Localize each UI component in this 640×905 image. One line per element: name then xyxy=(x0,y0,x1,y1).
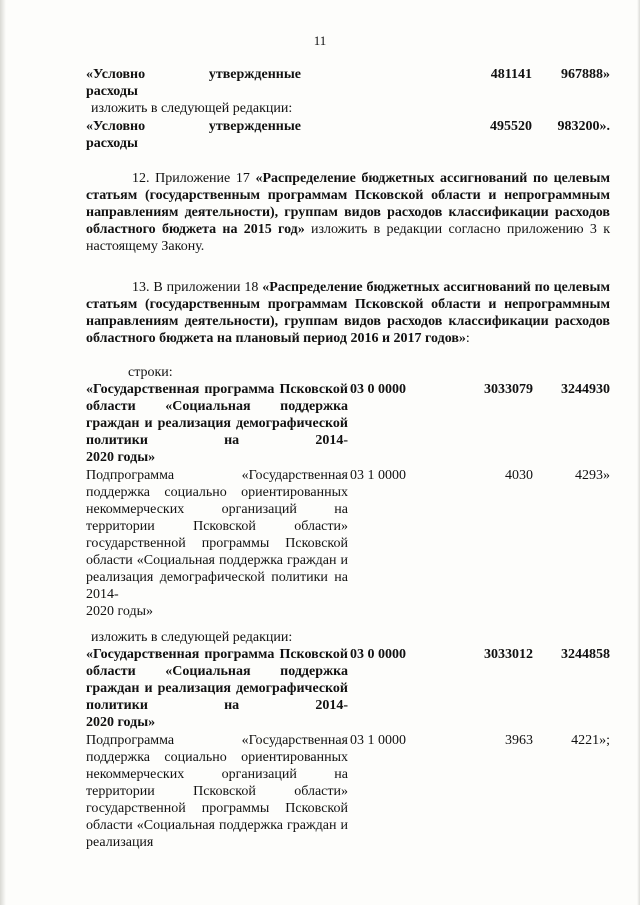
page-number: 11 xyxy=(313,33,327,48)
new-row-1-label-text: «Государственная программа Псковской области «Социальная поддержка граждан и реализация демографической политики на 2014- xyxy=(86,647,348,713)
old-row-1-label-text: «Государственная программа Псковской области «Социальная поддержка граждан и реализация демографической политики на 2014- xyxy=(86,382,348,448)
new-conditional-v2: 983200». xyxy=(557,119,610,134)
new-row-1-v1: 3033012 xyxy=(484,647,533,662)
instruction-1: изложить в следующей редакции: xyxy=(91,101,293,116)
new-row-1-label-last: 2020 годы» xyxy=(86,715,156,730)
new-row-2-label xyxy=(86,732,348,851)
paragraph-12 xyxy=(86,170,610,255)
old-row-2-v1: 4030 xyxy=(505,468,533,483)
old-conditional-label xyxy=(86,66,301,100)
new-row-2-v2: 4221»; xyxy=(571,733,610,748)
new-row-2-code: 03 1 0000 xyxy=(350,733,406,748)
old-conditional-label-line1: «Условно утвержденные xyxy=(86,67,301,82)
old-conditional-v2: 967888» xyxy=(561,67,610,82)
new-row-1-v2: 3244858 xyxy=(561,647,610,662)
old-row-2-code: 03 1 0000 xyxy=(350,468,406,483)
paragraph-12-title: «Распределение бюджетных ассигнований по целевым статьям (государственным программам Псковской области и непрограммным направлениям деятельности), группам видов расходов классификации расходов областного бюджета на 2015 год» xyxy=(86,171,610,237)
new-row-1-label xyxy=(86,646,348,731)
paragraph-13-tail: : xyxy=(465,331,470,346)
paragraph-13 xyxy=(86,279,610,347)
new-conditional-label xyxy=(86,118,301,152)
old-row-1-label-last: 2020 годы» xyxy=(86,450,156,465)
old-conditional-label-line2: расходы xyxy=(86,84,138,99)
old-row-1-code: 03 0 0000 xyxy=(350,382,406,397)
paragraph-13-lead: 13. В приложении 18 xyxy=(132,280,263,295)
lines-label: строки: xyxy=(128,365,173,380)
paragraph-12-lead: 12. Приложение 17 xyxy=(132,171,256,186)
old-row-1-v1: 3033079 xyxy=(484,382,533,397)
old-row-1-label xyxy=(86,381,348,466)
new-conditional-label-line2: расходы xyxy=(86,136,138,151)
paragraph-12-tail: изложить в редакции согласно приложению 3 к настоящему Закону. xyxy=(86,222,610,254)
old-row-2-label xyxy=(86,467,348,620)
new-conditional-label-line1: «Условно утвержденные xyxy=(86,119,301,134)
new-conditional-v1: 495520 xyxy=(490,119,532,134)
old-row-1-v2: 3244930 xyxy=(561,382,610,397)
new-row-2-label-text: Подпрограмма «Государственная поддержка социально ориентированных некоммерческих организаций на территории Псковской области» государственной программы Псковской области «Социальная поддержка граждан и реализация xyxy=(86,733,348,850)
paragraph-13-title: «Распределение бюджетных ассигнований по целевым статьям (государственным программам Псковской области и непрограммным направлениям деятельности), группам видов расходов классификации расходов областного бюджета на плановый период 2016 и 2017 годов» xyxy=(86,280,610,346)
scan-left-edge xyxy=(0,0,6,905)
old-row-2-label-text: Подпрограмма «Государственная поддержка социально ориентированных некоммерческих организаций на территории Псковской области» государственной программы Псковской области «Социальная поддержка граждан и реализация демографической политики на 2014- xyxy=(86,468,348,602)
old-row-2-v2: 4293» xyxy=(575,468,610,483)
new-row-2-v1: 3963 xyxy=(505,733,533,748)
instruction-2: изложить в следующей редакции: xyxy=(91,630,293,645)
old-conditional-v1: 481141 xyxy=(490,67,532,82)
old-row-2-label-last: 2020 годы» xyxy=(86,604,154,619)
new-row-1-code: 03 0 0000 xyxy=(350,647,406,662)
